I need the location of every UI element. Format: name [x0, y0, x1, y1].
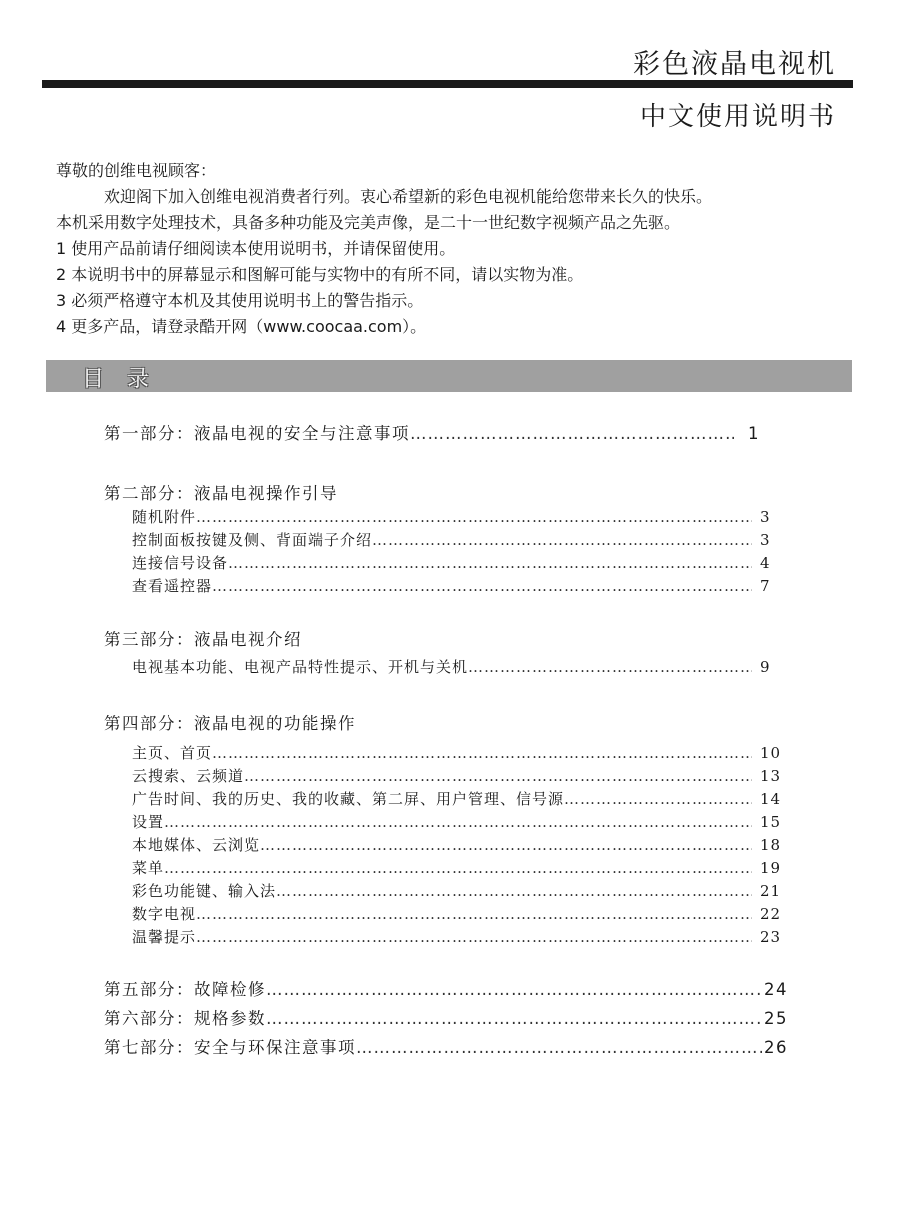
toc-item	[132, 575, 784, 598]
toc-part-6	[104, 1005, 786, 1029]
leader-dots	[260, 834, 752, 857]
toc-page-number: 9	[760, 658, 771, 676]
leader-dots	[468, 656, 752, 679]
leader-dots	[266, 1009, 762, 1028]
toc-part-label: 第一部分：液晶电视的安全与注意事项	[104, 424, 410, 443]
greeting: 尊敬的创维电视顾客：	[56, 161, 217, 180]
toc-item-label: 设置	[132, 813, 165, 831]
welcome-text: 欢迎阁下加入创维电视消费者行列。衷心希望新的彩色电视机能给您带来长久的快乐。	[104, 187, 713, 206]
toc-part-3-items	[104, 656, 784, 679]
toc-item	[132, 880, 784, 903]
toc-item-label: 广告时间、我的历史、我的收藏、第二屏、用户管理、信号源	[132, 790, 565, 808]
document-subtitle: 中文使用说明书	[639, 102, 836, 132]
toc-item	[132, 788, 784, 811]
toc-part-4: 第四部分：液晶电视的功能操作	[104, 714, 356, 733]
toc-part-5	[104, 976, 786, 1000]
leader-dots	[196, 903, 752, 926]
toc-item	[132, 765, 784, 788]
toc-item	[132, 926, 784, 949]
toc-header-bar	[46, 360, 852, 392]
toc-item	[132, 834, 784, 857]
note-4: 4 更多产品，请登录酷开网（www.coocaa.com）。	[56, 317, 427, 336]
note-2: 2 本说明书中的屏幕显示和图解可能与实物中的有所不同，请以实物为准。	[56, 265, 584, 284]
toc-item-label: 云搜索、云频道	[132, 767, 245, 785]
toc-part-7	[104, 1034, 786, 1058]
toc-item-label: 彩色功能键、输入法	[132, 882, 277, 900]
note-1: 1 使用产品前请仔细阅读本使用说明书，并请保留使用。	[56, 239, 456, 258]
toc-page-number: 21	[760, 882, 782, 900]
toc-part-3: 第三部分：液晶电视介绍	[104, 630, 302, 649]
leader-dots	[228, 552, 752, 575]
toc-page-number: 3	[760, 508, 771, 526]
toc-part-1	[104, 420, 768, 444]
toc-page-number: 19	[760, 859, 782, 877]
toc-part-label: 第七部分：安全与环保注意事项	[104, 1038, 356, 1057]
tech-text: 本机采用数字处理技术，具备多种功能及完美声像，是二十一世纪数字视频产品之先驱。	[56, 213, 681, 232]
toc-page-number: 25	[764, 1009, 788, 1028]
leader-dots	[372, 529, 752, 552]
toc-page-number: 3	[760, 531, 771, 549]
leader-dots	[276, 880, 752, 903]
toc-item	[132, 656, 784, 679]
toc-page-number: 4	[760, 554, 771, 572]
toc-item-label: 主页、首页	[132, 744, 213, 762]
leader-dots	[244, 765, 752, 788]
toc-part-label: 第五部分：故障检修	[104, 980, 266, 999]
toc-item-label: 数字电视	[132, 905, 197, 923]
toc-item	[132, 506, 784, 529]
document-title: 彩色液晶电视机	[633, 49, 836, 80]
header-rule	[42, 80, 853, 88]
toc-page-number: 26	[764, 1038, 788, 1057]
toc-item	[132, 857, 784, 880]
toc-item-label: 电视基本功能、电视产品特性提示、开机与关机	[132, 658, 469, 676]
note-3: 3 必须严格遵守本机及其使用说明书上的警告指示。	[56, 291, 424, 310]
leader-dots	[212, 575, 752, 598]
toc-page-number: 10	[760, 744, 782, 762]
toc-item	[132, 552, 784, 575]
leader-dots	[196, 506, 752, 529]
toc-page-number: 7	[760, 577, 771, 595]
toc-item	[132, 903, 784, 926]
toc-item-label: 控制面板按键及侧、背面端子介绍	[132, 531, 373, 549]
leader-dots	[410, 424, 734, 443]
toc-item-label: 菜单	[132, 859, 165, 877]
leader-dots	[564, 788, 752, 811]
toc-page-number: 23	[760, 928, 782, 946]
toc-page-number: 24	[764, 980, 788, 999]
toc-part-label: 第六部分：规格参数	[104, 1009, 266, 1028]
toc-item	[132, 742, 784, 765]
leader-dots	[356, 1038, 762, 1057]
leader-dots	[164, 857, 752, 880]
toc-item-label: 温馨提示	[132, 928, 197, 946]
intro-section	[56, 158, 856, 340]
toc-page-number: 18	[760, 836, 782, 854]
toc-page-number: 14	[760, 790, 782, 808]
toc-page-number: 1	[748, 424, 760, 443]
toc-item-label: 连接信号设备	[132, 554, 229, 572]
leader-dots	[266, 980, 762, 999]
toc-page-number: 15	[760, 813, 782, 831]
toc-page-number: 13	[760, 767, 782, 785]
toc-part-2-items	[104, 506, 784, 598]
toc-item	[132, 529, 784, 552]
toc-item-label: 随机附件	[132, 508, 197, 526]
toc-page-number: 22	[760, 905, 782, 923]
leader-dots	[196, 926, 752, 949]
toc-part-2: 第二部分：液晶电视操作引导	[104, 484, 338, 503]
toc-title: 目 录	[82, 367, 157, 392]
leader-dots	[212, 742, 752, 765]
toc-item	[132, 811, 784, 834]
toc-part-4-items	[104, 742, 784, 949]
leader-dots	[164, 811, 752, 834]
toc-item-label: 查看遥控器	[132, 577, 213, 595]
toc-item-label: 本地媒体、云浏览	[132, 836, 261, 854]
